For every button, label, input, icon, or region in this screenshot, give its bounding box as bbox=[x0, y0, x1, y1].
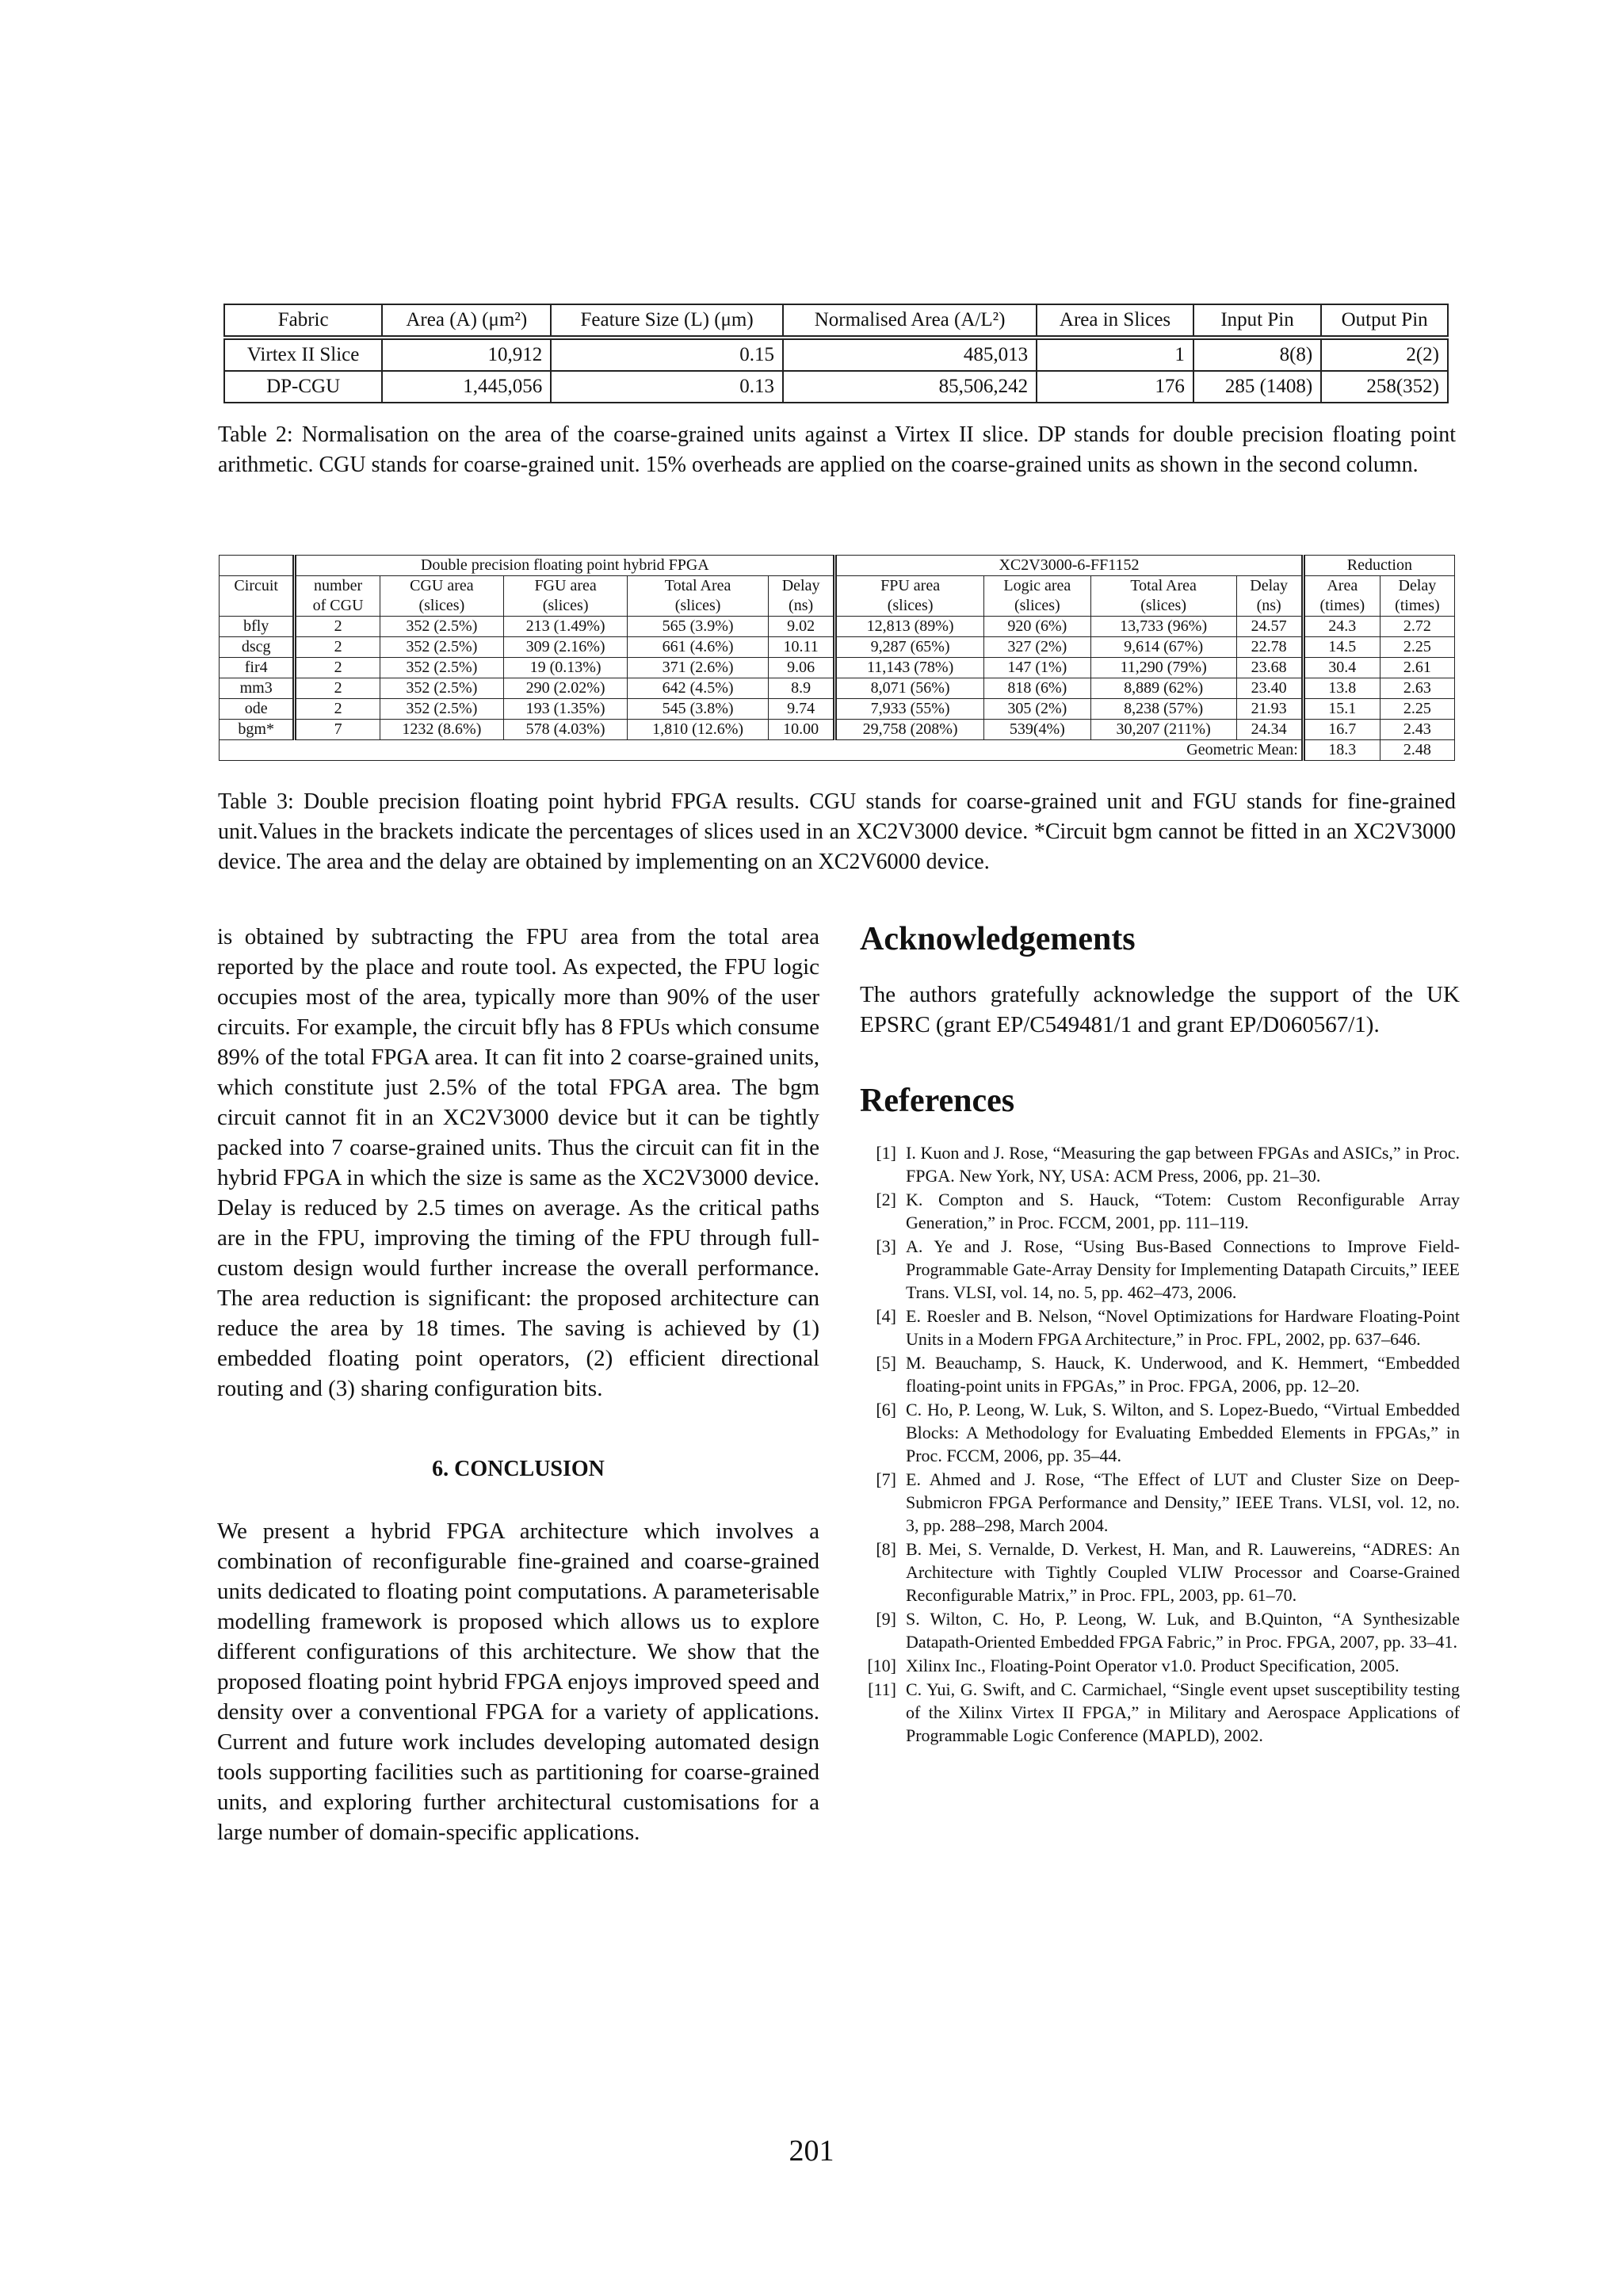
table-3-header-row bbox=[220, 576, 1455, 597]
reference-item bbox=[860, 1235, 1460, 1304]
table-cell: 2.61 bbox=[1380, 658, 1454, 678]
table-cell: 565 (3.9%) bbox=[628, 617, 769, 637]
reference-list bbox=[860, 1141, 1460, 1747]
reference-item bbox=[860, 1468, 1460, 1537]
table-2-caption: Table 2: Normalisation on the area of the coarse-grained units against a Virtex II slice. DP stands for double precision floating point arithmetic. CGU stands for coarse-grained unit. 15% overheads are applied on the coarse-grained units as shown in the second column. bbox=[218, 422, 1456, 477]
table-cell: 0.15 bbox=[551, 339, 783, 371]
table-cell: 8(8) bbox=[1193, 339, 1321, 371]
table-3-header: Circuit bbox=[220, 576, 295, 597]
table-cell: 285 (1408) bbox=[1193, 371, 1321, 403]
table-2-header: Fabric bbox=[224, 304, 382, 336]
table-cell: 1,810 (12.6%) bbox=[628, 720, 769, 740]
table-cell: 352 (2.5%) bbox=[380, 678, 503, 699]
table-3-header: (slices) bbox=[628, 596, 769, 617]
table-cell: Virtex II Slice bbox=[224, 339, 382, 371]
table-cell: 193 (1.35%) bbox=[503, 699, 627, 720]
table-cell: 2.25 bbox=[1380, 637, 1454, 658]
geomean-label: Geometric Mean: bbox=[220, 740, 1304, 761]
table-cell: 213 (1.49%) bbox=[503, 617, 627, 637]
table-cell: 352 (2.5%) bbox=[380, 617, 503, 637]
reference-item bbox=[860, 1188, 1460, 1234]
table-cell: 11,290 (79%) bbox=[1090, 658, 1236, 678]
table-cell: bgm* bbox=[220, 720, 295, 740]
table-cell: 642 (4.5%) bbox=[628, 678, 769, 699]
table-cell: 9.02 bbox=[768, 617, 834, 637]
table-cell: mm3 bbox=[220, 678, 295, 699]
table-cell: 1,445,056 bbox=[382, 371, 551, 403]
table-cell: 1 bbox=[1037, 339, 1193, 371]
table-3-group-header-row bbox=[220, 556, 1455, 576]
table-cell: 8,071 (56%) bbox=[835, 678, 984, 699]
table-cell: 2 bbox=[295, 617, 380, 637]
reference-item bbox=[860, 1538, 1460, 1606]
table-2-header: Output Pin bbox=[1321, 304, 1448, 336]
table-2-header: Area (A) (μm²) bbox=[382, 304, 551, 336]
reference-number: [6] bbox=[876, 1400, 896, 1419]
table-cell: 2(2) bbox=[1321, 339, 1448, 371]
table-cell: 2 bbox=[295, 658, 380, 678]
table-row bbox=[220, 699, 1455, 720]
table-cell: 1232 (8.6%) bbox=[380, 720, 503, 740]
table-3-header: of CGU bbox=[295, 596, 380, 617]
table-3-group-header: XC2V3000-6-FF1152 bbox=[835, 556, 1304, 576]
table-cell: 30.4 bbox=[1303, 658, 1380, 678]
table-cell: 10.11 bbox=[768, 637, 834, 658]
table-cell: 15.1 bbox=[1303, 699, 1380, 720]
table-row bbox=[224, 339, 1448, 371]
table-cell: 7 bbox=[295, 720, 380, 740]
page-number: 201 bbox=[789, 2134, 834, 2168]
section-title: 6. CONCLUSION bbox=[432, 1457, 605, 1481]
table-cell: 352 (2.5%) bbox=[380, 699, 503, 720]
table-cell: 9.74 bbox=[768, 699, 834, 720]
table-cell: 176 bbox=[1037, 371, 1193, 403]
table-cell: 11,143 (78%) bbox=[835, 658, 984, 678]
acknowledgements-heading: Acknowledgements bbox=[860, 921, 1136, 957]
reference-number: [8] bbox=[876, 1539, 896, 1559]
table-cell: 12,813 (89%) bbox=[835, 617, 984, 637]
reference-text: S. Wilton, C. Ho, P. Leong, W. Luk, and B.Quinton, “A Synthesizable Datapath-Oriented Embedded FPGA Fabric,” in Proc. FPGA, 2007, pp. 33–41. bbox=[906, 1609, 1460, 1652]
reference-item bbox=[860, 1398, 1460, 1467]
table-2-header: Normalised Area (A/L²) bbox=[783, 304, 1037, 336]
table-cell: fir4 bbox=[220, 658, 295, 678]
table-cell: 10.00 bbox=[768, 720, 834, 740]
reference-text: B. Mei, S. Vernalde, D. Verkest, H. Man, and R. Lauwereins, “ADRES: An Architecture with Tightly Coupled VLIW Processor and Coarse-Grained Reconfigurable Matrix,” in Proc. FPL, 2003, pp. 61–70. bbox=[906, 1539, 1460, 1605]
table-cell: 21.93 bbox=[1236, 699, 1303, 720]
table-3-group-header: Reduction bbox=[1303, 556, 1454, 576]
table-2-header: Feature Size (L) (μm) bbox=[551, 304, 783, 336]
table-cell: 13.8 bbox=[1303, 678, 1380, 699]
reference-text: C. Ho, P. Leong, W. Luk, S. Wilton, and S. Lopez-Buedo, “Virtual Embedded Blocks: A Methodology for Evaluating Embedded Elements in FPGAs,” in Proc. FCCM, 2006, pp. 35–44. bbox=[906, 1400, 1460, 1465]
reference-number: [3] bbox=[876, 1236, 896, 1256]
reference-text: Xilinx Inc., Floating-Point Operator v1.0. Product Specification, 2005. bbox=[906, 1656, 1400, 1675]
reference-number: [10] bbox=[867, 1656, 896, 1675]
table-3-header: (slices) bbox=[835, 596, 984, 617]
table-cell: 2.43 bbox=[1380, 720, 1454, 740]
table-3-header: Total Area bbox=[628, 576, 769, 597]
table-row bbox=[220, 637, 1455, 658]
table-3-header: Delay bbox=[768, 576, 834, 597]
table-3-header: Delay bbox=[1236, 576, 1303, 597]
reference-number: [2] bbox=[876, 1190, 896, 1209]
reference-text: I. Kuon and J. Rose, “Measuring the gap between FPGAs and ASICs,” in Proc. FPGA. New York, NY, USA: ACM Press, 2006, pp. 21–30. bbox=[906, 1143, 1460, 1186]
table-cell: 30,207 (211%) bbox=[1090, 720, 1236, 740]
table-cell: 22.78 bbox=[1236, 637, 1303, 658]
table-3-group-header: Double precision floating point hybrid FPGA bbox=[295, 556, 835, 576]
left-column bbox=[217, 922, 819, 1847]
table-cell: 24.57 bbox=[1236, 617, 1303, 637]
reference-item bbox=[860, 1678, 1460, 1747]
table-cell: 539(4%) bbox=[984, 720, 1091, 740]
table-cell: 8.9 bbox=[768, 678, 834, 699]
reference-item bbox=[860, 1305, 1460, 1350]
references-heading: References bbox=[860, 1083, 1015, 1119]
table-cell: 23.68 bbox=[1236, 658, 1303, 678]
reference-item bbox=[860, 1351, 1460, 1397]
table-cell: 2 bbox=[295, 699, 380, 720]
reference-number: [11] bbox=[868, 1679, 896, 1699]
table-3-header: Delay bbox=[1380, 576, 1454, 597]
reference-text: K. Compton and S. Hauck, “Totem: Custom Reconfigurable Array Generation,” in Proc. FCCM, 2001, pp. 111–119. bbox=[906, 1190, 1460, 1232]
table-cell: 23.40 bbox=[1236, 678, 1303, 699]
table-cell: 818 (6%) bbox=[984, 678, 1091, 699]
table-cell: 290 (2.02%) bbox=[503, 678, 627, 699]
table-3-header: CGU area bbox=[380, 576, 503, 597]
table-cell: dscg bbox=[220, 637, 295, 658]
table-3 bbox=[219, 555, 1455, 761]
conclusion-paragraph: We present a hybrid FPGA architecture which involves a combination of reconfigurable fine-grained and coarse-grained units dedicated to floating point computations. A parameterisable modelling framework is proposed which allows us to explore different configurations of this architecture. We show that the proposed floating point hybrid FPGA enjoys improved speed and density over a conventional FPGA for a variety of applications. Current and future work includes developing automated design tools supporting facilities such as partitioning for coarse-grained units, and exploring further architectural customisations for a large number of domain-specific applications. bbox=[217, 1519, 819, 1845]
table-3-header bbox=[220, 596, 295, 617]
table-cell: 305 (2%) bbox=[984, 699, 1091, 720]
reference-item bbox=[860, 1607, 1460, 1653]
table-cell: 661 (4.6%) bbox=[628, 637, 769, 658]
table-cell: 9.06 bbox=[768, 658, 834, 678]
acknowledgements-text: The authors gratefully acknowledge the support of the UK EPSRC (grant EP/C549481/1 and grant EP/D060567/1). bbox=[860, 982, 1460, 1037]
table-3-header: (slices) bbox=[1090, 596, 1236, 617]
table-3-blank bbox=[220, 556, 295, 576]
table-3-header: (slices) bbox=[380, 596, 503, 617]
reference-text: E. Roesler and B. Nelson, “Novel Optimizations for Hardware Floating-Point Units in a Modern FPGA Architecture,” in Proc. FPL, 2002, pp. 637–646. bbox=[906, 1306, 1460, 1349]
table-cell: 7,933 (55%) bbox=[835, 699, 984, 720]
table-cell: 352 (2.5%) bbox=[380, 658, 503, 678]
table-3-header-row bbox=[220, 596, 1455, 617]
reference-number: [7] bbox=[876, 1469, 896, 1489]
table-cell: 9,614 (67%) bbox=[1090, 637, 1236, 658]
table-cell: 2 bbox=[295, 678, 380, 699]
table-3-header: (slices) bbox=[984, 596, 1091, 617]
table-3-header: (times) bbox=[1303, 596, 1380, 617]
reference-text: C. Yui, G. Swift, and C. Carmichael, “Single event upset susceptibility testing of the Xilinx Virtex II FPGA,” in Military and Aerospace Applications of Programmable Logic Conference (MAPLD), 2002. bbox=[906, 1679, 1460, 1745]
table-cell: 920 (6%) bbox=[984, 617, 1091, 637]
body-paragraph: is obtained by subtracting the FPU area from the total area reported by the place and route tool. As expected, the FPU logic occupies most of the area, typically more than 90% of the user circuits. For example, the circuit bfly has 8 FPUs which consume 89% of the total FPGA area. It can fit into 2 coarse-grained units, which constitute just 2.5% of the total FPGA area. The bgm circuit cannot fit in an XC2V3000 device but it can be tightly packed into 7 coarse-grained units. Thus the circuit can fit in the hybrid FPGA in which the size is same as the XC2V3000 device. Delay is reduced by 2.5 times on average. As the critical paths are in the FPU, improving the timing of the FPU through full-custom design would further increase the overall performance. The area reduction is significant: the proposed architecture can reduce the area by 18 times. The saving is achieved by (1) embedded floating point operators, (2) efficient directional routing and (3) sharing configuration bits. bbox=[217, 924, 819, 1401]
table-cell: 147 (1%) bbox=[984, 658, 1091, 678]
table-cell: 13,733 (96%) bbox=[1090, 617, 1236, 637]
table-3-header: Total Area bbox=[1090, 576, 1236, 597]
table-cell: 371 (2.6%) bbox=[628, 658, 769, 678]
reference-item bbox=[860, 1654, 1460, 1677]
reference-item bbox=[860, 1141, 1460, 1187]
table-3-header: Area bbox=[1303, 576, 1380, 597]
table-3-header: number bbox=[295, 576, 380, 597]
table-cell: 24.34 bbox=[1236, 720, 1303, 740]
table-cell: 258(352) bbox=[1321, 371, 1448, 403]
table-cell: 2.72 bbox=[1380, 617, 1454, 637]
table-2-header: Input Pin bbox=[1193, 304, 1321, 336]
geomean-delay: 2.48 bbox=[1380, 740, 1454, 761]
table-3-header: Logic area bbox=[984, 576, 1091, 597]
table-cell: 16.7 bbox=[1303, 720, 1380, 740]
table-2-header-row bbox=[224, 304, 1448, 336]
reference-number: [4] bbox=[876, 1306, 896, 1326]
table-cell: 19 (0.13%) bbox=[503, 658, 627, 678]
table-2 bbox=[223, 304, 1449, 403]
table-cell: 327 (2%) bbox=[984, 637, 1091, 658]
table-cell: 545 (3.8%) bbox=[628, 699, 769, 720]
table-cell: 8,238 (57%) bbox=[1090, 699, 1236, 720]
table-cell: 9,287 (65%) bbox=[835, 637, 984, 658]
table-cell: 2.63 bbox=[1380, 678, 1454, 699]
table-cell: 352 (2.5%) bbox=[380, 637, 503, 658]
table-row bbox=[220, 678, 1455, 699]
table-row bbox=[220, 658, 1455, 678]
reference-text: E. Ahmed and J. Rose, “The Effect of LUT and Cluster Size on Deep-Submicron FPGA Performance and Density,” IEEE Trans. VLSI, vol. 12, no. 3, pp. 288–298, March 2004. bbox=[906, 1469, 1460, 1535]
table-cell: 29,758 (208%) bbox=[835, 720, 984, 740]
table-cell: ode bbox=[220, 699, 295, 720]
table-cell: 578 (4.03%) bbox=[503, 720, 627, 740]
right-column bbox=[860, 919, 1460, 1748]
table-cell: 85,506,242 bbox=[783, 371, 1037, 403]
reference-number: [5] bbox=[876, 1353, 896, 1373]
table-cell: 485,013 bbox=[783, 339, 1037, 371]
table-cell: 309 (2.16%) bbox=[503, 637, 627, 658]
table-cell: DP-CGU bbox=[224, 371, 382, 403]
table-cell: 8,889 (62%) bbox=[1090, 678, 1236, 699]
table-3-header: (slices) bbox=[503, 596, 627, 617]
table-2-header: Area in Slices bbox=[1037, 304, 1193, 336]
table-row bbox=[224, 371, 1448, 403]
table-cell: bfly bbox=[220, 617, 295, 637]
reference-text: A. Ye and J. Rose, “Using Bus-Based Connections to Improve Field-Programmable Gate-Array Density for Implementing Datapath Circuits,” IEEE Trans. VLSI, vol. 14, no. 5, pp. 462–473, 2006. bbox=[906, 1236, 1460, 1302]
table-cell: 2.25 bbox=[1380, 699, 1454, 720]
table-cell: 14.5 bbox=[1303, 637, 1380, 658]
reference-number: [9] bbox=[876, 1609, 896, 1629]
table-row bbox=[220, 617, 1455, 637]
table-cell: 2 bbox=[295, 637, 380, 658]
table-3-header: (ns) bbox=[768, 596, 834, 617]
table-3-geomean-row bbox=[220, 740, 1455, 761]
table-3-header: FGU area bbox=[503, 576, 627, 597]
table-3-header: (ns) bbox=[1236, 596, 1303, 617]
reference-text: M. Beauchamp, S. Hauck, K. Underwood, and K. Hemmert, “Embedded floating-point units in FPGAs,” in Proc. FPGA, 2006, pp. 12–20. bbox=[906, 1353, 1460, 1396]
geomean-area: 18.3 bbox=[1303, 740, 1380, 761]
reference-number: [1] bbox=[876, 1143, 896, 1163]
table-3-header: FPU area bbox=[835, 576, 984, 597]
table-row bbox=[220, 720, 1455, 740]
table-cell: 24.3 bbox=[1303, 617, 1380, 637]
table-3-header: (times) bbox=[1380, 596, 1454, 617]
table-cell: 10,912 bbox=[382, 339, 551, 371]
table-cell: 0.13 bbox=[551, 371, 783, 403]
table-3-caption: Table 3: Double precision floating point hybrid FPGA results. CGU stands for coarse-grained unit and FGU stands for fine-grained unit.Values in the brackets indicate the percentages of slices used in an XC2V3000 device. *Circuit bgm cannot be fitted in an XC2V3000 device. The area and the delay are obtained by implementing on an XC2V6000 device. bbox=[218, 789, 1456, 874]
